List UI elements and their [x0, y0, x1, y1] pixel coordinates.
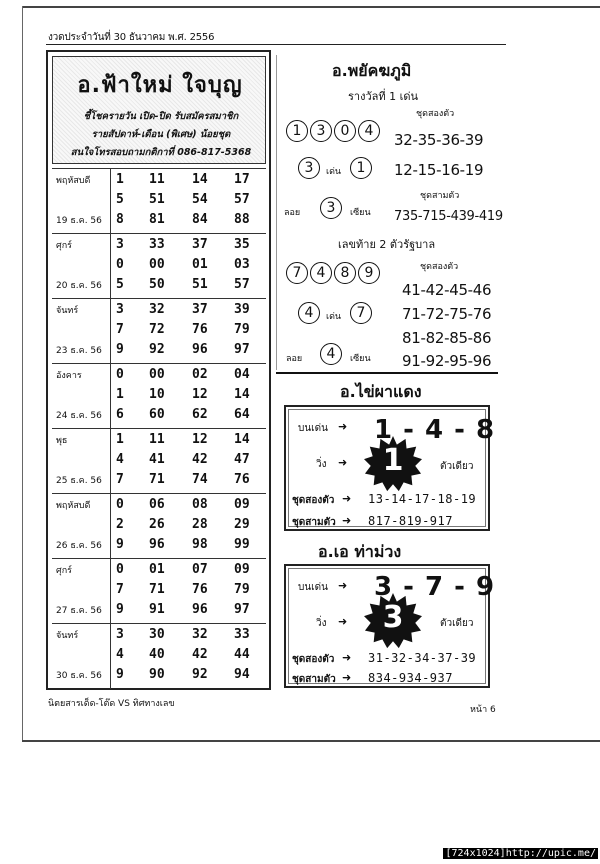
upload-stamp: [724x1024]http://upic.me/ — [445, 848, 596, 859]
table-row — [114, 582, 264, 602]
title-box — [52, 56, 266, 164]
table-cell: 9 — [116, 667, 124, 682]
table-cell: 10 — [149, 387, 165, 402]
left-column — [46, 50, 271, 690]
section-divider-1 — [276, 372, 498, 374]
sec2-bon-den-label: บนเด่น — [298, 423, 328, 434]
column-divider — [110, 299, 111, 364]
table-row — [114, 537, 264, 557]
sec2-title: อ.ไข่ผาแดง — [340, 382, 422, 401]
table-cell: 01 — [192, 257, 208, 272]
day-group — [52, 428, 266, 493]
sec1-siam-word-2: เซียน — [350, 354, 371, 364]
table-row — [114, 302, 264, 322]
table-row — [114, 452, 264, 472]
sec1-nums-4: 41-42-45-46 — [402, 281, 492, 299]
table-cell: 1 — [116, 432, 124, 447]
sec1-loy-word: ลอย — [284, 208, 301, 218]
date-label: 25 ธ.ค. 56 — [56, 476, 102, 486]
sec3-single-digit: 3 — [382, 600, 404, 635]
table-cell: 0 — [116, 497, 124, 512]
table-cell: 99 — [234, 537, 250, 552]
table-cell: 81 — [149, 212, 165, 227]
table-cell: 54 — [192, 192, 208, 207]
table-cell: 76 — [192, 322, 208, 337]
table-cell: 8 — [116, 212, 124, 227]
table-cell: 9 — [116, 342, 124, 357]
sec1-set-label-3: ชุดสองตัว — [420, 262, 459, 272]
table-cell: 76 — [234, 472, 250, 487]
day-group — [52, 493, 266, 558]
sec1-den-word: เด่น — [326, 167, 342, 177]
footer-magazine: นิตยสารเด็ด-โต๊ด VS ทิศทางเลข — [48, 699, 175, 709]
table-cell: 0 — [116, 257, 124, 272]
table-cell: 90 — [149, 667, 165, 682]
table-cell: 4 — [116, 647, 124, 662]
table-cell: 26 — [149, 517, 165, 532]
table-cell: 60 — [149, 407, 165, 422]
sec1-nums-3: 735-715-439-419 — [394, 209, 503, 224]
title-line-1: ชี้โชครายวัน เปิด-ปิด รับสมัครสมาชิก — [83, 111, 239, 122]
table-cell: 30 — [149, 627, 165, 642]
table-cell: 39 — [234, 302, 250, 317]
day-label: จันทร์ — [56, 306, 79, 316]
sec1-den-circle-b: 1 — [350, 157, 372, 179]
page-border-left — [22, 6, 23, 741]
day-group — [52, 233, 266, 298]
table-row — [114, 407, 264, 427]
table-cell: 94 — [234, 667, 250, 682]
sec1-title: อ.พยัคฆภูมิ — [332, 61, 412, 80]
arrow-icon: ➜ — [338, 579, 348, 592]
table-cell: 1 — [116, 387, 124, 402]
table-cell: 3 — [116, 237, 124, 252]
table-cell: 4 — [116, 452, 124, 467]
table-row — [114, 277, 264, 297]
sec1-circle-2: 3 — [310, 120, 332, 142]
table-cell: 71 — [149, 582, 165, 597]
table-cell: 74 — [192, 472, 208, 487]
column-divider — [110, 494, 111, 559]
sec1-circle-3: 0 — [334, 120, 356, 142]
sec1-subtitle: รางวัลที่ 1 เด่น — [348, 90, 419, 103]
table-cell: 79 — [234, 322, 250, 337]
day-group — [52, 363, 266, 428]
right-divider — [276, 55, 277, 370]
header-rule — [46, 44, 506, 45]
table-cell: 14 — [234, 387, 250, 402]
table-cell: 02 — [192, 367, 208, 382]
table-cell: 00 — [149, 257, 165, 272]
sec1-circle-8: 9 — [358, 262, 380, 284]
sec2-set2-value: 13-14-17-18-19 — [368, 492, 477, 506]
sec2-set3-label: ชุดสามตัว — [292, 517, 336, 528]
table-cell: 32 — [149, 302, 165, 317]
table-row — [114, 497, 264, 517]
table-cell: 9 — [116, 602, 124, 617]
table-cell: 28 — [192, 517, 208, 532]
sec2-single-digit: 1 — [382, 443, 404, 478]
day-label: พฤหัสบดี — [56, 501, 91, 511]
sec3-wing-label: วิ่ง — [316, 618, 327, 629]
sec1-circle-6: 4 — [310, 262, 332, 284]
table-row — [114, 212, 264, 232]
table-cell: 42 — [192, 647, 208, 662]
table-cell: 33 — [149, 237, 165, 252]
table-row — [114, 367, 264, 387]
table-cell: 32 — [192, 627, 208, 642]
arrow-icon: ➜ — [338, 615, 348, 628]
day-label: พุธ — [56, 436, 68, 446]
arrow-icon: ➜ — [342, 492, 352, 505]
table-cell: 50 — [149, 277, 165, 292]
column-divider — [110, 234, 111, 299]
table-row — [114, 172, 264, 192]
table-row — [114, 192, 264, 212]
header-date: งวดประจำวันที่ 30 ธันวาคม พ.ศ. 2556 — [48, 32, 215, 43]
table-row — [114, 322, 264, 342]
table-cell: 14 — [234, 432, 250, 447]
table-cell: 51 — [192, 277, 208, 292]
date-label: 26 ธ.ค. 56 — [56, 541, 102, 551]
sec1-circle-4: 4 — [358, 120, 380, 142]
number-table — [52, 168, 266, 688]
sec1-set-label-2: ชุดสามตัว — [420, 191, 460, 201]
table-cell: 44 — [234, 647, 250, 662]
table-cell: 96 — [149, 537, 165, 552]
sec1-nums-1: 32-35-36-39 — [394, 131, 484, 149]
day-label: อังคาร — [56, 371, 82, 381]
table-cell: 98 — [192, 537, 208, 552]
table-cell: 29 — [234, 517, 250, 532]
sec3-single-label: ตัวเดียว — [440, 618, 474, 629]
arrow-icon: ➜ — [338, 420, 348, 433]
table-cell: 92 — [149, 342, 165, 357]
table-row — [114, 257, 264, 277]
column-divider — [110, 364, 111, 429]
table-row — [114, 562, 264, 582]
sec1-den-word-2: เด่น — [326, 312, 342, 322]
sec1-circle-5: 7 — [286, 262, 308, 284]
table-cell: 11 — [149, 432, 165, 447]
table-cell: 03 — [234, 257, 250, 272]
table-cell: 3 — [116, 627, 124, 642]
sec3-set3-label: ชุดสามตัว — [292, 674, 336, 685]
sec1-den-circle-c: 4 — [298, 302, 320, 324]
page-border-top — [22, 6, 600, 8]
day-group — [52, 623, 266, 688]
table-cell: 91 — [149, 602, 165, 617]
sec2-set3-value: 817-819-917 — [368, 514, 453, 528]
title-line-2: รายสัปดาห์-เดือน (พิเศษ) น้อยชุด — [91, 129, 231, 140]
sec2-box — [284, 405, 496, 531]
sec1-circle-1: 1 — [286, 120, 308, 142]
day-label: พฤหัสบดี — [56, 176, 91, 186]
table-cell: 01 — [149, 562, 165, 577]
table-cell: 7 — [116, 322, 124, 337]
left-title: อ.ฟ้าใหม่ ใจบุญ — [77, 73, 243, 98]
table-cell: 51 — [149, 192, 165, 207]
column-divider — [110, 624, 111, 689]
table-cell: 72 — [149, 322, 165, 337]
footer-page-number: หน้า 6 — [470, 705, 496, 715]
table-cell: 5 — [116, 277, 124, 292]
table-cell: 12 — [192, 432, 208, 447]
table-cell: 00 — [149, 367, 165, 382]
sec2-single-label: ตัวเดียว — [440, 461, 474, 472]
table-cell: 42 — [192, 452, 208, 467]
sec3-box — [284, 564, 496, 688]
table-row — [114, 432, 264, 452]
day-group — [52, 558, 266, 623]
sec3-bon-den-value: 3 - 7 - 9 — [374, 572, 496, 602]
arrow-icon: ➜ — [342, 514, 352, 527]
table-cell: 79 — [234, 582, 250, 597]
arrow-icon: ➜ — [342, 671, 352, 684]
sec1-den-circle-a: 3 — [298, 157, 320, 179]
arrow-icon: ➜ — [342, 651, 352, 664]
table-cell: 1 — [116, 172, 124, 187]
table-row — [114, 472, 264, 492]
sec1-siam-word: เซียน — [350, 208, 371, 218]
table-cell: 04 — [234, 367, 250, 382]
table-cell: 5 — [116, 192, 124, 207]
day-group — [52, 168, 266, 233]
table-cell: 41 — [149, 452, 165, 467]
day-label: จันทร์ — [56, 631, 79, 641]
table-cell: 92 — [192, 667, 208, 682]
sec1-subtitle-2: เลขท้าย 2 ตัวรัฐบาล — [338, 238, 436, 251]
table-cell: 33 — [234, 627, 250, 642]
sec3-bon-den-label: บนเด่น — [298, 582, 328, 593]
table-cell: 09 — [234, 562, 250, 577]
column-divider — [110, 169, 111, 234]
table-cell: 96 — [192, 602, 208, 617]
table-cell: 37 — [192, 237, 208, 252]
table-cell: 09 — [234, 497, 250, 512]
table-row — [114, 627, 264, 647]
date-label: 27 ธ.ค. 56 — [56, 606, 102, 616]
table-cell: 0 — [116, 562, 124, 577]
sec3-set3-value: 834-934-937 — [368, 671, 453, 685]
day-label: ศุกร์ — [56, 566, 72, 576]
table-row — [114, 387, 264, 407]
sec2-bon-den-value: 1 - 4 - 8 — [374, 415, 496, 445]
table-cell: 57 — [234, 192, 250, 207]
table-cell: 97 — [234, 602, 250, 617]
date-label: 30 ธ.ค. 56 — [56, 671, 102, 681]
sec3-set2-value: 31-32-34-37-39 — [368, 651, 477, 665]
table-cell: 07 — [192, 562, 208, 577]
table-cell: 76 — [192, 582, 208, 597]
day-group — [52, 298, 266, 363]
sec1-set-label-1: ชุดสองตัว — [416, 109, 455, 119]
page-border-bottom — [22, 740, 600, 742]
table-cell: 37 — [192, 302, 208, 317]
table-row — [114, 342, 264, 362]
sec3-set2-label: ชุดสองตัว — [292, 654, 335, 665]
sec1-nums-7: 91-92-95-96 — [402, 352, 492, 370]
table-cell: 47 — [234, 452, 250, 467]
sec1-loy-word-2: ลอย — [286, 354, 303, 364]
sec1-den-circle-d: 7 — [350, 302, 372, 324]
table-row — [114, 602, 264, 622]
title-line-3: สนใจโทรสอบถามกติกาที่ 086-817-5368 — [70, 147, 252, 158]
sec2-set2-label: ชุดสองตัว — [292, 495, 335, 506]
sec2-wing-label: วิ่ง — [316, 459, 327, 470]
sec1-loy-circle-2: 4 — [320, 343, 342, 365]
table-cell: 08 — [192, 497, 208, 512]
table-cell: 64 — [234, 407, 250, 422]
table-cell: 14 — [192, 172, 208, 187]
table-row — [114, 237, 264, 257]
date-label: 24 ธ.ค. 56 — [56, 411, 102, 421]
column-divider — [110, 429, 111, 494]
table-cell: 11 — [149, 172, 165, 187]
table-cell: 62 — [192, 407, 208, 422]
table-cell: 2 — [116, 517, 124, 532]
table-row — [114, 517, 264, 537]
sec3-title: อ.เอ ท่าม่วง — [318, 542, 402, 561]
table-cell: 9 — [116, 537, 124, 552]
table-cell: 3 — [116, 302, 124, 317]
table-cell: 97 — [234, 342, 250, 357]
table-cell: 88 — [234, 212, 250, 227]
table-row — [114, 647, 264, 667]
table-cell: 0 — [116, 367, 124, 382]
date-label: 20 ธ.ค. 56 — [56, 281, 102, 291]
day-label: ศุกร์ — [56, 241, 72, 251]
table-cell: 71 — [149, 472, 165, 487]
arrow-icon: ➜ — [338, 456, 348, 469]
table-cell: 12 — [192, 387, 208, 402]
table-cell: 57 — [234, 277, 250, 292]
table-cell: 35 — [234, 237, 250, 252]
sec1-circle-7: 8 — [334, 262, 356, 284]
sec1-nums-5: 71-72-75-76 — [402, 305, 492, 323]
table-cell: 06 — [149, 497, 165, 512]
table-cell: 96 — [192, 342, 208, 357]
sec1-nums-6: 81-82-85-86 — [402, 329, 492, 347]
table-cell: 6 — [116, 407, 124, 422]
table-cell: 7 — [116, 472, 124, 487]
table-cell: 40 — [149, 647, 165, 662]
column-divider — [110, 559, 111, 624]
date-label: 23 ธ.ค. 56 — [56, 346, 102, 356]
table-cell: 84 — [192, 212, 208, 227]
table-cell: 7 — [116, 582, 124, 597]
sec1-loy-circle: 3 — [320, 197, 342, 219]
table-row — [114, 667, 264, 687]
date-label: 19 ธ.ค. 56 — [56, 216, 102, 226]
table-cell: 17 — [234, 172, 250, 187]
sec1-nums-2: 12-15-16-19 — [394, 161, 484, 179]
